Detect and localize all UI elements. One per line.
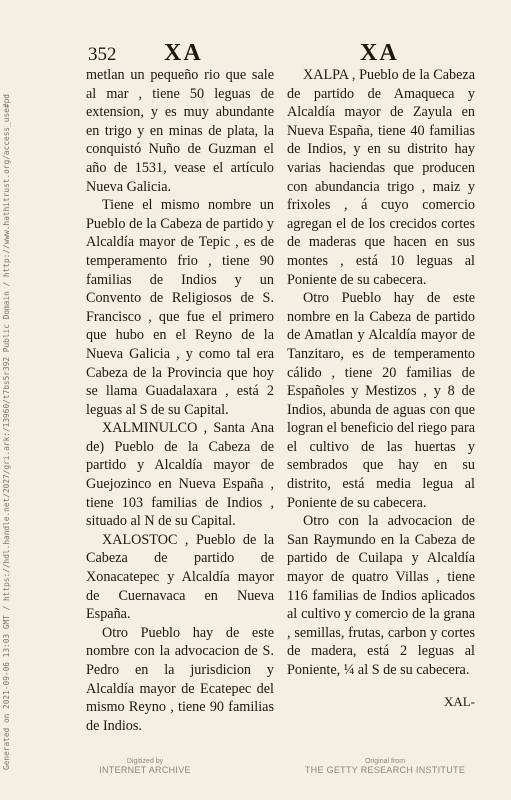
paragraph: Tiene el mismo nombre un Pueblo de la Cabeza de partido y Alcaldía mayor de Tepic , es de temperamento frio , tiene 90 familias de Indios y un Convento de Religiosos de S. Francisco , que fue el primero que hubo en el Reyno de la Nueva Galicia , y como tal era Cabeza de la Provincia que hoy se llama Guadalaxara , está 2 leguas al S de su Capital. [86,197,274,418]
footer-original-from [300,758,470,775]
running-head-left: XA [164,40,203,66]
generated-sidebar [2,94,16,770]
paragraph: Otro Pueblo hay de este nombre con la advocacion de S. Pedro en la jurisdicion y Alcaldía mayor de Ecatepec del mismo Reyno , tiene 90 familias de Indios. [86,624,274,734]
paragraph: Otro Pueblo hay de este nombre en la Cabeza de partido de Amatlan y Alcaldía mayor de Tanzitaro, es de temperamento cálido , tiene 20 familias de Españoles y Mestizos , y 8 de Indios, abunda de aguas con que logran el beneficio del riego para el cultivo de las huertas y sembrados que hay en su distrito, está media legua al Poniente de su cabecera. [287,290,475,511]
page-header [0,38,511,66]
paragraph: metlan un pequeño rio que sale al mar , tiene 50 leguas de extension, y es muy abundante en trigo y en minas de plata, la conquistó Nuño de Guzman el año de 1531, vease el artículo Nueva Galicia. [86,67,274,195]
footer-digitized-by [75,758,215,775]
footer-big-text: INTERNET ARCHIVE [99,765,191,775]
right-column [287,66,475,680]
left-column [86,66,274,735]
footer-small-text: Original from [364,758,406,765]
running-head-right: XA [360,40,399,66]
page-number: 352 [88,44,117,65]
footer-big-text: THE GETTY RESEARCH INSTITUTE [304,765,466,775]
paragraph: XALOSTOC , Pueblo de la Cabeza de partido de Xonacatepec y Alcaldía mayor de Cuernavaca en Nueva España. [86,531,274,623]
sidebar-text: Generated on 2021-09-06 13:03 GMT / https://hdl.handle.net/2027/gri.ark:/13960/t7bs5r392 Public Domain / http://www.hathitrust.org/access_use#pd [2,94,11,770]
paragraph: XALMINULCO , Santa Ana de) Pueblo de la Cabeza de partido y Alcaldía mayor de Guejozinco en Nueva España , tiene 103 familias de Indios , situado al N de su Capital. [86,420,274,530]
footer-small-text: Digitized by [126,758,164,765]
catchword: XAL- [443,694,475,709]
paragraph: XALPA , Pueblo de la Cabeza de partido de Amaqueca y Alcaldía mayor de Zayula en Nueva España, tiene 40 familias de Indios, y en su distrito hay varias haciendas que producen con abundancia trigo , maiz y frixoles , á cuyo comercio agregan el de los crecidos cortes de maderas que hacen en sus montes , está 10 leguas al Poniente de su cabecera. [287,67,475,288]
paragraph: Otro con la advocacion de San Raymundo en la Cabeza de partido de Cuilapa y Alcaldía mayor de quatro Villas , tiene 116 familias de Indios aplicados al cultivo y comercio de la grana , semillas, frutas, carbon y cortes de madera, está 2 leguas al Poniente, ¼ al S de su cabecera. [287,513,475,678]
